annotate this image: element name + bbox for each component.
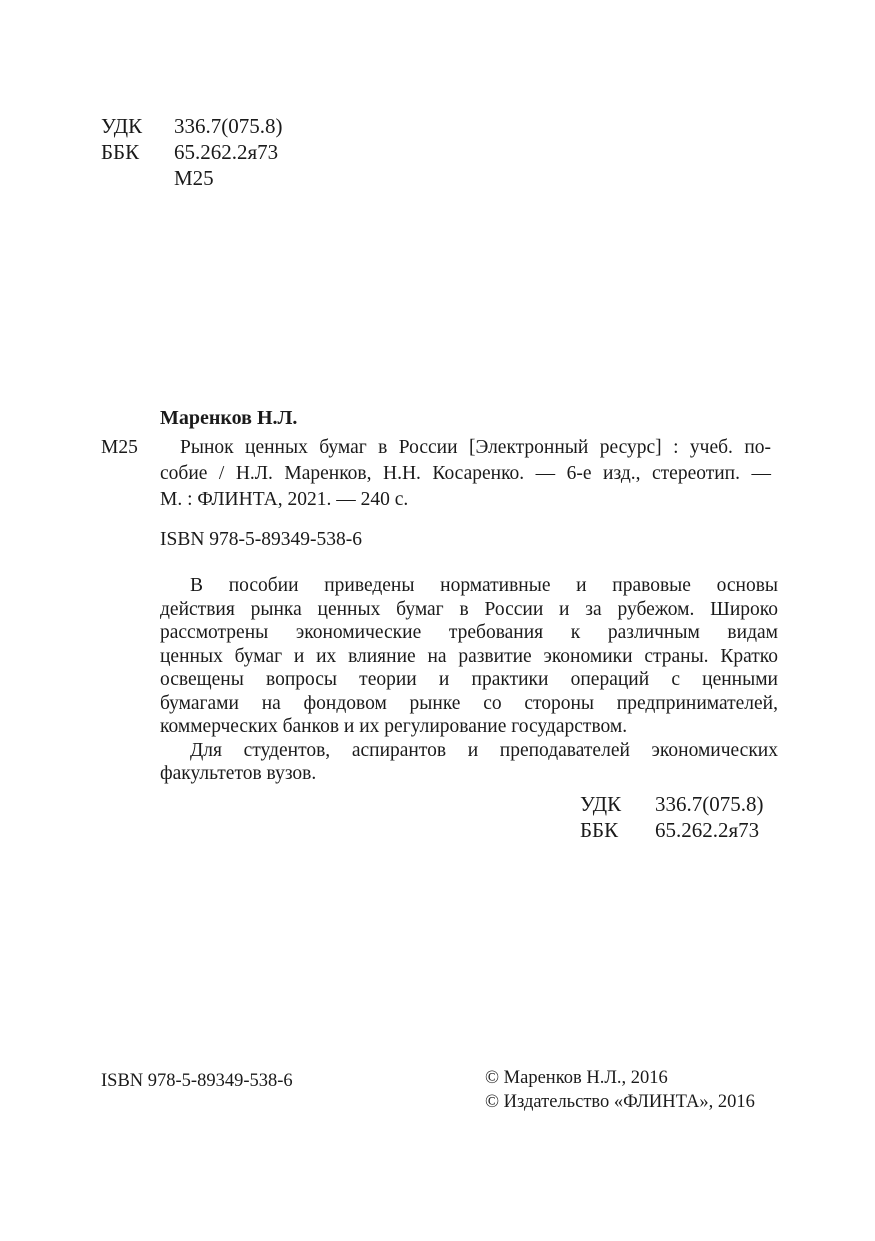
audience-line: Для студентов, аспирантов и преподавателей экономических xyxy=(190,739,778,761)
classification-bottom xyxy=(580,791,764,843)
copyright-block xyxy=(485,1066,755,1114)
abstract xyxy=(160,574,778,786)
record-line-2: собие / Н.Л. Маренков, Н.Н. Косаренко. — 6-е изд., стереотип. — xyxy=(160,463,771,484)
abstract-line: коммерческих банков и их регулирование государством. xyxy=(160,716,628,737)
bbk-value: 65.262.2я73 xyxy=(174,140,279,164)
bbk-value-bottom: 65.262.2я73 xyxy=(655,818,760,842)
udk-row-bottom xyxy=(580,791,764,817)
abstract-line: освещены вопросы теории и практики операций с ценными xyxy=(160,669,778,690)
record-isbn: ISBN 978-5-89349-538-6 xyxy=(160,529,363,550)
bbk-row xyxy=(101,139,283,165)
udk-value: 336.7(075.8) xyxy=(174,114,283,138)
abstract-line: В пособии приведены нормативные и правовые основы xyxy=(190,575,778,596)
author-code-row xyxy=(101,165,283,191)
audience-line: факультетов вузов. xyxy=(160,763,317,784)
record-entry xyxy=(101,435,771,513)
udk-label-bottom: УДК xyxy=(580,792,622,816)
bbk-label: ББК xyxy=(101,140,140,164)
bbk-row-bottom xyxy=(580,817,764,843)
classification-top xyxy=(101,113,283,191)
udk-row xyxy=(101,113,283,139)
udk-value-bottom: 336.7(075.8) xyxy=(655,792,764,816)
author-heading: Маренков Н.Л. xyxy=(160,407,298,429)
bbk-label-bottom: ББК xyxy=(580,818,619,842)
copyright-publisher: © Издательство «ФЛИНТА», 2016 xyxy=(485,1092,755,1112)
copyright-author: © Маренков Н.Л., 2016 xyxy=(485,1068,668,1088)
abstract-line: бумагами на фондовом рынке со стороны предпринимателей, xyxy=(160,692,778,714)
abstract-line: ценных бумаг и их влияние на развитие экономики страны. Кратко xyxy=(160,645,778,667)
abstract-line: рассмотрены экономические требования к различным видам xyxy=(160,622,778,643)
bibliographic-record xyxy=(101,405,771,553)
record-line-1: Рынок ценных бумаг в России [Электронный ресурс] : учеб. по- xyxy=(180,437,771,458)
abstract-line: действия рынка ценных бумаг в России и за рубежом. Широко xyxy=(160,598,778,620)
record-line-3: М. : ФЛИНТА, 2021. — 240 с. xyxy=(160,489,409,510)
udk-label: УДК xyxy=(101,114,143,138)
footer-isbn: ISBN 978-5-89349-538-6 xyxy=(101,1071,293,1091)
record-code: М25 xyxy=(101,437,138,458)
author-code: М25 xyxy=(174,166,214,190)
